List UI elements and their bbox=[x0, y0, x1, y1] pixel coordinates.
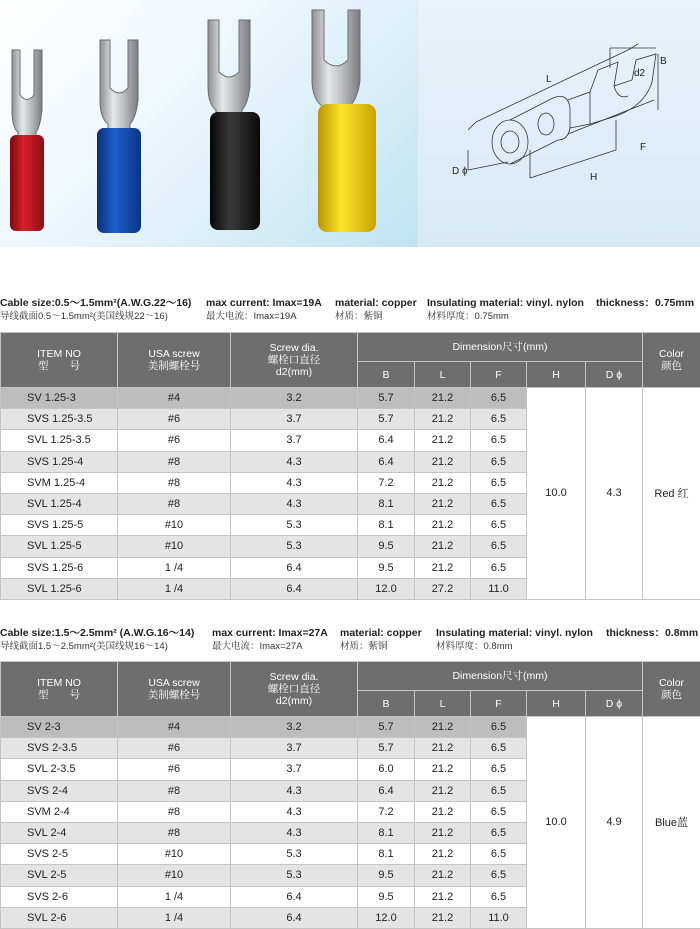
spec-max-current: max current: Imax=27A bbox=[212, 626, 328, 640]
screw-dia-cell: 3.7 bbox=[231, 409, 358, 430]
item-no-cell: SVL 1.25-3.5 bbox=[1, 430, 118, 451]
dim-F-cell: 11.0 bbox=[471, 578, 527, 599]
color-cell: Red 红 bbox=[643, 388, 700, 600]
dim-F-cell: 6.5 bbox=[471, 557, 527, 578]
dim-B-cell: 6.4 bbox=[358, 430, 415, 451]
screw-dia-cell: 6.4 bbox=[231, 557, 358, 578]
spade-terminals-illustration bbox=[0, 0, 418, 247]
dimension-table-blue bbox=[0, 661, 700, 929]
screw-dia-cell: 3.7 bbox=[231, 738, 358, 759]
blue-terminal bbox=[97, 40, 141, 233]
dim-L-cell: 21.2 bbox=[415, 886, 471, 907]
usa-screw-cell: #10 bbox=[118, 844, 231, 865]
spec-material-cn: 材质：紫铜 bbox=[335, 310, 383, 323]
item-no-cell: SVS 2-4 bbox=[1, 780, 118, 801]
usa-screw-cell: 1 /4 bbox=[118, 886, 231, 907]
header-screw-dia: Screw dia. 螺栓口直径 d2(mm) bbox=[231, 662, 358, 717]
dim-L-cell: 21.2 bbox=[415, 717, 471, 738]
header-F: F bbox=[471, 691, 527, 717]
header-color: Color 颜色 bbox=[643, 662, 700, 717]
dim-B-cell: 6.0 bbox=[358, 759, 415, 780]
dim-B-cell: 5.7 bbox=[358, 738, 415, 759]
dim-L-cell: 21.2 bbox=[415, 451, 471, 472]
dim-B-cell: 6.4 bbox=[358, 451, 415, 472]
item-no-cell: SVS 2-3.5 bbox=[1, 738, 118, 759]
item-no-cell: SVS 1.25-4 bbox=[1, 451, 118, 472]
black-terminal bbox=[208, 20, 260, 230]
spec-material-cn: 材质：紫铜 bbox=[340, 640, 388, 653]
dim-B-cell: 9.5 bbox=[358, 886, 415, 907]
screw-dia-cell: 5.3 bbox=[231, 515, 358, 536]
dim-F-cell: 6.5 bbox=[471, 451, 527, 472]
screw-dia-cell: 4.3 bbox=[231, 472, 358, 493]
dim-H-cell: 10.0 bbox=[527, 388, 586, 600]
header-H: H bbox=[527, 691, 586, 717]
dim-F-cell: 6.5 bbox=[471, 865, 527, 886]
item-no-cell: SVL 1.25-6 bbox=[1, 578, 118, 599]
usa-screw-cell: 1 /4 bbox=[118, 557, 231, 578]
spec-max-current-cn: 最大电流：Imax=27A bbox=[212, 640, 303, 653]
item-no-cell: SVL 2-4 bbox=[1, 822, 118, 843]
dim-L-cell: 21.2 bbox=[415, 865, 471, 886]
screw-dia-cell: 3.2 bbox=[231, 717, 358, 738]
item-no-cell: SVS 1.25-5 bbox=[1, 515, 118, 536]
header-H: H bbox=[527, 362, 586, 388]
usa-screw-cell: #8 bbox=[118, 493, 231, 514]
dim-B-cell: 5.7 bbox=[358, 717, 415, 738]
table-row bbox=[1, 388, 700, 409]
dim-L-cell: 21.2 bbox=[415, 557, 471, 578]
dim-F-cell: 6.5 bbox=[471, 430, 527, 451]
table-row bbox=[1, 717, 700, 738]
screw-dia-cell: 5.3 bbox=[231, 844, 358, 865]
screw-dia-cell: 6.4 bbox=[231, 886, 358, 907]
item-no-cell: SVS 1.25-3.5 bbox=[1, 409, 118, 430]
header-screw-dia: Screw dia. 螺栓口直径 d2(mm) bbox=[231, 333, 358, 388]
usa-screw-cell: 1 /4 bbox=[118, 907, 231, 928]
spec-cable-size: Cable size:0.5～1.5mm²(A.W.G.22～16) bbox=[0, 296, 191, 310]
spec-block-2 bbox=[0, 626, 700, 653]
screw-dia-cell: 3.7 bbox=[231, 759, 358, 780]
usa-screw-cell: #10 bbox=[118, 536, 231, 557]
dim-F-cell: 6.5 bbox=[471, 759, 527, 780]
spec-thickness-cn: 材料厚度：0.8mm bbox=[436, 640, 513, 653]
usa-screw-cell: #8 bbox=[118, 822, 231, 843]
header-F: F bbox=[471, 362, 527, 388]
dim-L-cell: 21.2 bbox=[415, 515, 471, 536]
dim-B-cell: 7.2 bbox=[358, 801, 415, 822]
usa-screw-cell: 1 /4 bbox=[118, 578, 231, 599]
header-D: D ϕ bbox=[586, 362, 643, 388]
item-no-cell: SVL 2-6 bbox=[1, 907, 118, 928]
dim-B-cell: 8.1 bbox=[358, 515, 415, 536]
spec-insulating: Insulating material: vinyl. nylon bbox=[436, 626, 593, 640]
item-no-cell: SVS 2-5 bbox=[1, 844, 118, 865]
spec-max-current: max current: Imax=19A bbox=[206, 296, 322, 310]
header-usa-screw: USA screw 美制螺栓号 bbox=[118, 662, 231, 717]
dim-F-cell: 6.5 bbox=[471, 409, 527, 430]
label-B: B bbox=[660, 56, 667, 67]
item-no-cell: SVL 1.25-4 bbox=[1, 493, 118, 514]
screw-dia-cell: 4.3 bbox=[231, 780, 358, 801]
spec-cable-size-cn: 导线截面0.5～1.5mm²(美国线规22～16) bbox=[0, 310, 168, 323]
header-B: B bbox=[358, 691, 415, 717]
spec-insulating: Insulating material: vinyl. nylon bbox=[427, 296, 584, 310]
spec-cable-size-cn: 导线截面1.5～2.5mm²(美国线规16～14) bbox=[0, 640, 168, 653]
dim-F-cell: 6.5 bbox=[471, 493, 527, 514]
dim-F-cell: 6.5 bbox=[471, 801, 527, 822]
spec-thickness: thickness：0.8mm bbox=[606, 626, 698, 640]
item-no-cell: SVS 2-6 bbox=[1, 886, 118, 907]
screw-dia-cell: 3.7 bbox=[231, 430, 358, 451]
usa-screw-cell: #6 bbox=[118, 430, 231, 451]
label-L: L bbox=[546, 74, 552, 85]
dim-L-cell: 21.2 bbox=[415, 430, 471, 451]
dimension-diagram bbox=[418, 0, 700, 247]
dim-F-cell: 6.5 bbox=[471, 822, 527, 843]
color-cell: Blue蓝 bbox=[643, 717, 700, 929]
header-item-no: ITEM NO 型 号 bbox=[1, 333, 118, 388]
dim-L-cell: 21.2 bbox=[415, 801, 471, 822]
dim-B-cell: 5.7 bbox=[358, 388, 415, 409]
header-D: D ϕ bbox=[586, 691, 643, 717]
dim-F-cell: 6.5 bbox=[471, 388, 527, 409]
dim-L-cell: 27.2 bbox=[415, 578, 471, 599]
usa-screw-cell: #4 bbox=[118, 717, 231, 738]
header-dimension: Dimension尺寸(mm) bbox=[358, 662, 643, 691]
dim-F-cell: 6.5 bbox=[471, 886, 527, 907]
dimension-table-red bbox=[0, 332, 700, 600]
dim-F-cell: 6.5 bbox=[471, 536, 527, 557]
spec-cable-size: Cable size:1.5～2.5mm² (A.W.G.16～14) bbox=[0, 626, 194, 640]
item-no-cell: SVL 2-3.5 bbox=[1, 759, 118, 780]
usa-screw-cell: #6 bbox=[118, 409, 231, 430]
dim-L-cell: 21.2 bbox=[415, 759, 471, 780]
dim-L-cell: 21.2 bbox=[415, 907, 471, 928]
screw-dia-cell: 6.4 bbox=[231, 907, 358, 928]
usa-screw-cell: #6 bbox=[118, 738, 231, 759]
dim-F-cell: 6.5 bbox=[471, 844, 527, 865]
screw-dia-cell: 5.3 bbox=[231, 536, 358, 557]
dim-B-cell: 6.4 bbox=[358, 780, 415, 801]
usa-screw-cell: #8 bbox=[118, 801, 231, 822]
header-usa-screw: USA screw 美制螺栓号 bbox=[118, 333, 231, 388]
dim-B-cell: 8.1 bbox=[358, 822, 415, 843]
yellow-terminal bbox=[312, 10, 376, 232]
dim-F-cell: 6.5 bbox=[471, 738, 527, 759]
dim-L-cell: 21.2 bbox=[415, 780, 471, 801]
usa-screw-cell: #4 bbox=[118, 388, 231, 409]
usa-screw-cell: #6 bbox=[118, 759, 231, 780]
usa-screw-cell: #8 bbox=[118, 472, 231, 493]
product-photo bbox=[0, 0, 418, 247]
dim-D-cell: 4.3 bbox=[586, 388, 643, 600]
dim-L-cell: 21.2 bbox=[415, 388, 471, 409]
screw-dia-cell: 4.3 bbox=[231, 493, 358, 514]
spec-block-1 bbox=[0, 296, 700, 323]
dim-F-cell: 6.5 bbox=[471, 472, 527, 493]
screw-dia-cell: 6.4 bbox=[231, 578, 358, 599]
dim-F-cell: 6.5 bbox=[471, 717, 527, 738]
dim-L-cell: 21.2 bbox=[415, 493, 471, 514]
red-terminal bbox=[10, 50, 44, 231]
spec-material: material: copper bbox=[335, 296, 417, 310]
header-L: L bbox=[415, 691, 471, 717]
dim-L-cell: 21.2 bbox=[415, 738, 471, 759]
header-L: L bbox=[415, 362, 471, 388]
dim-F-cell: 6.5 bbox=[471, 515, 527, 536]
usa-screw-cell: #8 bbox=[118, 451, 231, 472]
dim-L-cell: 21.2 bbox=[415, 472, 471, 493]
dim-F-cell: 11.0 bbox=[471, 907, 527, 928]
technical-drawing bbox=[418, 0, 700, 247]
dimension-lines bbox=[468, 44, 658, 178]
dim-B-cell: 8.1 bbox=[358, 493, 415, 514]
item-no-cell: SVL 2-5 bbox=[1, 865, 118, 886]
item-no-cell: SVM 2-4 bbox=[1, 801, 118, 822]
usa-screw-cell: #10 bbox=[118, 865, 231, 886]
screw-dia-cell: 4.3 bbox=[231, 451, 358, 472]
dim-L-cell: 21.2 bbox=[415, 536, 471, 557]
dim-L-cell: 21.2 bbox=[415, 822, 471, 843]
label-D: D ϕ bbox=[452, 166, 468, 177]
header-item-no: ITEM NO 型 号 bbox=[1, 662, 118, 717]
dim-B-cell: 12.0 bbox=[358, 578, 415, 599]
dim-B-cell: 9.5 bbox=[358, 865, 415, 886]
header-B: B bbox=[358, 362, 415, 388]
header-dimension: Dimension尺寸(mm) bbox=[358, 333, 643, 362]
dim-B-cell: 8.1 bbox=[358, 844, 415, 865]
dim-L-cell: 21.2 bbox=[415, 409, 471, 430]
spec-max-current-cn: 最大电流：Imax=19A bbox=[206, 310, 297, 323]
item-no-cell: SVL 1.25-5 bbox=[1, 536, 118, 557]
item-no-cell: SV 2-3 bbox=[1, 717, 118, 738]
dim-F-cell: 6.5 bbox=[471, 780, 527, 801]
header-color: Color 颜色 bbox=[643, 333, 700, 388]
usa-screw-cell: #10 bbox=[118, 515, 231, 536]
dim-B-cell: 7.2 bbox=[358, 472, 415, 493]
dim-H-cell: 10.0 bbox=[527, 717, 586, 929]
spec-thickness-cn: 材料厚度：0.75mm bbox=[427, 310, 509, 323]
label-F: F bbox=[640, 142, 646, 153]
dim-L-cell: 21.2 bbox=[415, 844, 471, 865]
dim-B-cell: 9.5 bbox=[358, 536, 415, 557]
label-H: H bbox=[590, 172, 597, 183]
screw-dia-cell: 4.3 bbox=[231, 822, 358, 843]
screw-dia-cell: 3.2 bbox=[231, 388, 358, 409]
item-no-cell: SVS 1.25-6 bbox=[1, 557, 118, 578]
dim-D-cell: 4.9 bbox=[586, 717, 643, 929]
label-d2: d2 bbox=[634, 68, 646, 79]
dim-B-cell: 12.0 bbox=[358, 907, 415, 928]
dim-B-cell: 5.7 bbox=[358, 409, 415, 430]
item-no-cell: SVM 1.25-4 bbox=[1, 472, 118, 493]
screw-dia-cell: 5.3 bbox=[231, 865, 358, 886]
dim-B-cell: 9.5 bbox=[358, 557, 415, 578]
screw-dia-cell: 4.3 bbox=[231, 801, 358, 822]
usa-screw-cell: #8 bbox=[118, 780, 231, 801]
spec-material: material: copper bbox=[340, 626, 422, 640]
item-no-cell: SV 1.25-3 bbox=[1, 388, 118, 409]
spec-thickness: thickness：0.75mm bbox=[596, 296, 694, 310]
